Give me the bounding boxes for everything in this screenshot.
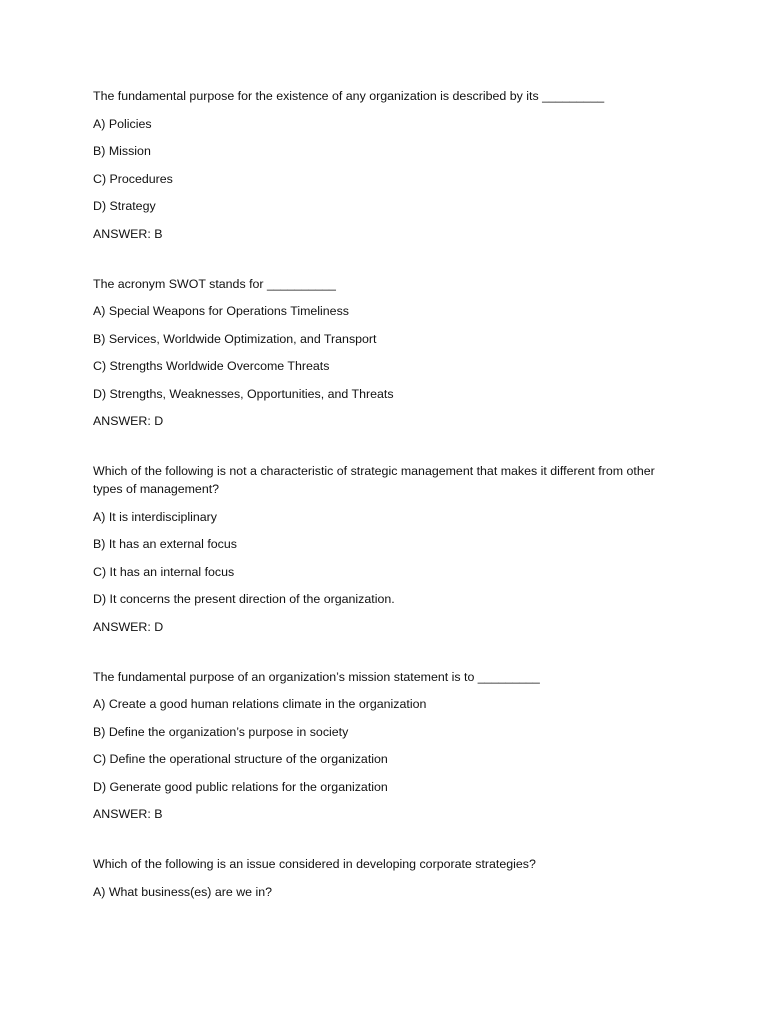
question-text: The fundamental purpose for the existence of any organization is described by its _________ — [93, 89, 605, 103]
question-block — [93, 855, 673, 901]
question-text: Which of the following is not a characteristic of strategic management that makes it different from other types of management? — [93, 464, 655, 496]
question-text: The fundamental purpose of an organization’s mission statement is to _________ — [93, 669, 540, 684]
answer-option: D) Strengths, Weaknesses, Opportunities, and Threats — [93, 386, 394, 401]
answer-option: C) Define the operational structure of the organization — [93, 752, 388, 766]
answer-option: B) It has an external focus — [93, 537, 237, 551]
question-block — [93, 87, 673, 243]
answer-option: C) Procedures — [93, 171, 173, 186]
correct-answer: ANSWER: D — [93, 619, 164, 634]
question-text: The acronym SWOT stands for __________ — [93, 276, 336, 291]
answer-option: D) Generate good public relations for the organization — [93, 779, 388, 794]
answer-option: A) What business(es) are we in? — [93, 884, 273, 899]
answer-option: A) It is interdisciplinary — [93, 509, 217, 524]
answer-option: A) Create a good human relations climate in the organization — [93, 697, 427, 711]
answer-option: A) Policies — [93, 116, 152, 131]
question-list — [93, 87, 673, 933]
answer-option: C) Strengths Worldwide Overcome Threats — [93, 359, 330, 373]
correct-answer: ANSWER: B — [93, 807, 163, 821]
question-block — [93, 275, 673, 431]
correct-answer: ANSWER: D — [93, 414, 164, 428]
question-block — [93, 668, 673, 824]
answer-option: A) Special Weapons for Operations Timeliness — [93, 304, 349, 318]
answer-option: C) It has an internal focus — [93, 564, 235, 579]
answer-option: D) It concerns the present direction of the organization. — [93, 592, 395, 606]
correct-answer: ANSWER: B — [93, 226, 163, 241]
answer-option: B) Mission — [93, 144, 151, 158]
question-text: Which of the following is an issue considered in developing corporate strategies? — [93, 857, 536, 871]
answer-option: D) Strategy — [93, 199, 156, 213]
question-block — [93, 462, 673, 636]
answer-option: B) Services, Worldwide Optimization, and Transport — [93, 331, 377, 346]
answer-option: B) Define the organization’s purpose in society — [93, 724, 349, 739]
